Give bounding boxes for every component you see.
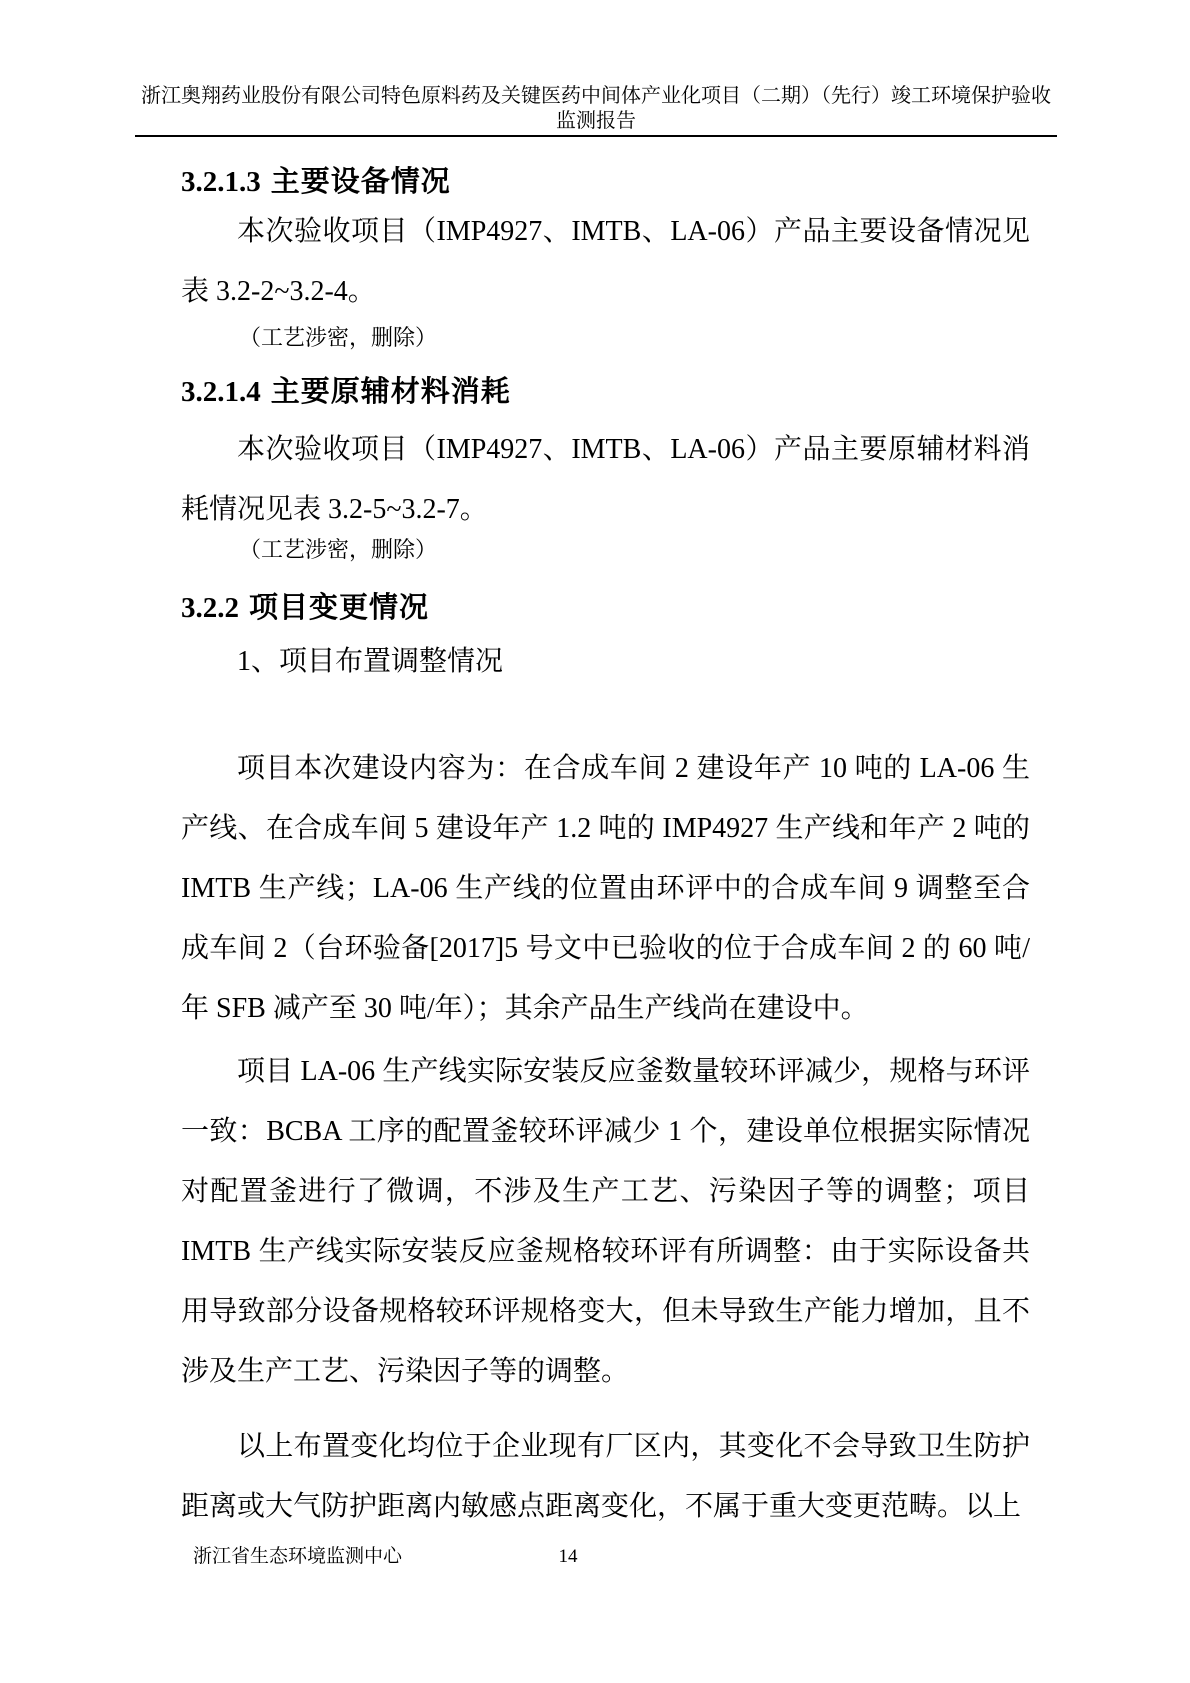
footer-page-number: 14 — [558, 1546, 578, 1567]
document-body — [181, 150, 1030, 1537]
section-number: 3.2.2 — [181, 592, 239, 624]
section-number: 3.2.1.4 — [181, 376, 261, 408]
paragraph-construction-content: 项目本次建设内容为：在合成车间 2 建设年产 10 吨的 LA-06 生产线、在合成车间 5 建设年产 1.2 吨的 IMP4927 生产线和年产 2 吨的 IMTB 生产线；LA-06 生产线的位置由环评中的合成车间 9 调整至合成车间 2（台环验备[2017]5 号文中已验收的位于合成车间 2 的 60 吨/年 SFB 减产至 30 吨/年）；其余产品生产线尚在建设中。 — [181, 753, 1030, 1024]
footer-organization: 浙江省生态环境监测中心 — [193, 1546, 403, 1567]
paragraph-equipment: 本次验收项目（IMP4927、IMTB、LA-06）产品主要设备情况见表 3.2-2~3.2-4。 — [181, 216, 1030, 307]
confidential-note-1: （工艺涉密，删除） — [239, 325, 438, 350]
paragraph-reactor-changes: 项目 LA-06 生产线实际安装反应釜数量较环评减少，规格与环评一致：BCBA 工序的配置釜较环评减少 1 个，建设单位根据实际情况对配置釜进行了微调，不涉及生产工艺、污染因子等的调整；项目 IMTB 生产线实际安装反应釜规格较环评有所调整：由于实际设备共用导致部分设备规格较环评规格变大，但未导致生产能力增加，且不涉及生产工艺、污染因子等的调整。 — [181, 1056, 1030, 1387]
paragraph-conclusion: 以上布置变化均位于企业现有厂区内，其变化不会导致卫生防护距离或大气防护距离内敏感点距离变化，不属于重大变更范畴。以上 — [181, 1431, 1030, 1522]
header-title-line2: 监测报告 — [556, 110, 636, 132]
confidential-note-2: （工艺涉密，删除） — [239, 537, 438, 562]
section-title: 主要设备情况 — [270, 166, 451, 198]
paragraph-materials: 本次验收项目（IMP4927、IMTB、LA-06）产品主要原辅材料消耗情况见表 3.2-5~3.2-7。 — [181, 434, 1030, 525]
section-heading-322 — [181, 588, 1030, 628]
section-title: 项目变更情况 — [249, 592, 430, 624]
section-heading-3214 — [181, 372, 1030, 412]
page-header — [135, 84, 1057, 134]
header-title-line1: 浙江奥翔药业股份有限公司特色原料药及关键医药中间体产业化项目（二期）（先行）竣工环境保护验收 — [141, 85, 1051, 107]
section-title: 主要原辅材料消耗 — [270, 376, 511, 408]
subheading-layout-adjustment: 1、项目布置调整情况 — [237, 646, 504, 677]
section-number: 3.2.1.3 — [181, 166, 261, 198]
section-heading-3213 — [181, 162, 1030, 202]
header-divider — [135, 135, 1057, 137]
